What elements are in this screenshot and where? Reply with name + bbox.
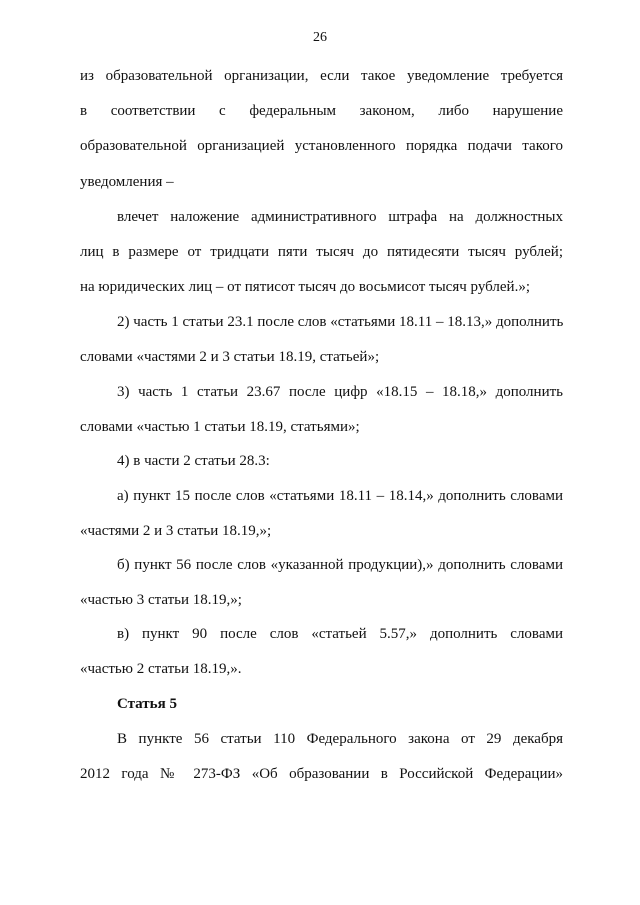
text-line: лиц в размере от тридцати пяти тысяч до пятидесяти тысяч рублей;: [80, 244, 563, 260]
text-line: в) пункт 90 после слов «статьей 5.57,» дополнить словами: [117, 626, 563, 642]
text-line: из образовательной организации, если такое уведомление требуется: [80, 68, 563, 84]
text-line: влечет наложение административного штрафа на должностных: [117, 209, 563, 225]
text-line: «частями 2 и 3 статьи 18.19,»;: [80, 523, 272, 539]
text-line: словами «частями 2 и 3 статьи 18.19, статьей»;: [80, 349, 380, 365]
text-line: в соответствии с федеральным законом, либо нарушение: [80, 103, 563, 119]
text-line: уведомления –: [80, 174, 174, 190]
text-line: образовательной организацией установленного порядка подачи такого: [80, 138, 563, 154]
text-line: «частью 2 статьи 18.19,».: [80, 661, 242, 677]
text-line: В пункте 56 статьи 110 Федерального закона от 29 декабря: [117, 731, 563, 747]
page-number: 26: [313, 30, 327, 45]
text-line: 2) часть 1 статьи 23.1 после слов «статьями 18.11 – 18.13,» дополнить: [117, 314, 564, 330]
text-line: б) пункт 56 после слов «указанной продукции),» дополнить словами: [117, 557, 563, 573]
text-line: 4) в части 2 статьи 28.3:: [117, 453, 270, 469]
text-line: словами «частью 1 статьи 18.19, статьями»;: [80, 419, 360, 435]
text-line: а) пункт 15 после слов «статьями 18.11 – 18.14,» дополнить словами: [117, 488, 563, 504]
text-line: на юридических лиц – от пятисот тысяч до восьмисот тысяч рублей.»;: [80, 279, 530, 295]
text-line: 3) часть 1 статьи 23.67 после цифр «18.15 – 18.18,» дополнить: [117, 384, 563, 400]
article-heading: Статья 5: [117, 696, 177, 712]
text-line: «частью 3 статьи 18.19,»;: [80, 592, 242, 608]
text-line: 2012 года № 273-ФЗ «Об образовании в Российской Федерации»: [80, 766, 563, 782]
